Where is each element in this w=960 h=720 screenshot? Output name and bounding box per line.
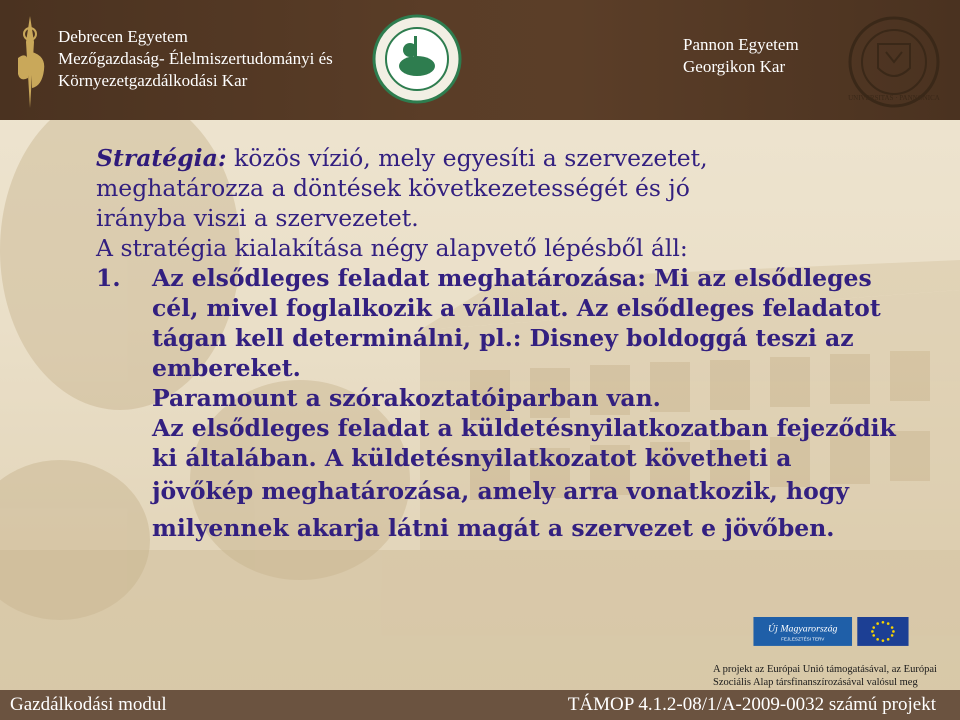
eu-note-line: Szociális Alap társfinanszírozásával valósul meg — [713, 677, 918, 688]
eu-support-note — [713, 663, 949, 689]
text-line: Az elsődleges feladat a küldetésnyilatkozatban fejeződik — [152, 414, 896, 442]
eu-note-line: A projekt az Európai Unió támogatásával, az Európai — [713, 664, 937, 675]
debrecen-faculty-name — [58, 26, 333, 92]
text-line — [96, 263, 926, 293]
strategy-title: Stratégia: — [96, 144, 227, 172]
text-line-content: Az elsődleges feladat meghatározása: Mi az elsődleges — [152, 264, 872, 292]
footer-module-name: Gazdálkodási modul — [10, 694, 167, 715]
seal-right-text: UNIVERSITAS · PANNONICA — [848, 94, 940, 102]
header-left-line: Mezőgazdaság- Élelmiszertudományi és — [58, 49, 333, 68]
footer-project-id: TÁMOP 4.1.2-08/1/A-2009-0032 számú projekt — [567, 694, 936, 715]
pannon-university-seal-icon — [846, 14, 942, 110]
list-number: 1. — [96, 264, 121, 292]
text-line: embereket. — [152, 354, 301, 382]
text-line: tágan kell determinálni, pl.: Disney boldoggá teszi az — [152, 324, 854, 352]
agricultural-university-seal-icon — [372, 14, 462, 104]
text-line — [96, 143, 926, 173]
uj-magyarorszag-subtext: FEJLESZTÉSI TERV — [781, 636, 825, 642]
eu-logos — [713, 617, 949, 663]
text-line: cél, mivel foglalkozik a vállalat. Az elsődleges feladatot — [152, 294, 881, 322]
header-left-line: Debrecen Egyetem — [58, 27, 188, 46]
footer-bar — [0, 690, 960, 720]
header-left-line: Környezetgazdálkodási Kar — [58, 71, 248, 90]
header-right-line: Pannon Egyetem — [683, 35, 799, 54]
university-of-debrecen-logo-icon — [6, 12, 54, 112]
text-line: jövőkép meghatározása, amely arra vonatkozik, hogy — [152, 477, 849, 505]
text-line: ki általában. A küldetésnyilatkozatot követheti a — [152, 444, 792, 472]
header-banner — [0, 0, 960, 120]
text-line: irányba viszi a szervezetet. — [96, 204, 419, 232]
pannon-faculty-name — [683, 34, 799, 78]
slide-body-text — [96, 143, 926, 547]
text-line: meghatározza a döntések következetességét és jó — [96, 174, 690, 202]
text-line-content: közös vízió, mely egyesíti a szervezetet, — [226, 144, 708, 172]
text-line: A stratégia kialakítása négy alapvető lépésből áll: — [96, 234, 688, 262]
text-line: milyennek akarja látni magát a szervezet e jövőben. — [152, 514, 835, 542]
uj-magyarorszag-text: Új Magyarország — [768, 623, 838, 635]
header-right-line: Georgikon Kar — [683, 57, 786, 76]
text-line: Paramount a szórakoztatóiparban van. — [152, 384, 661, 412]
